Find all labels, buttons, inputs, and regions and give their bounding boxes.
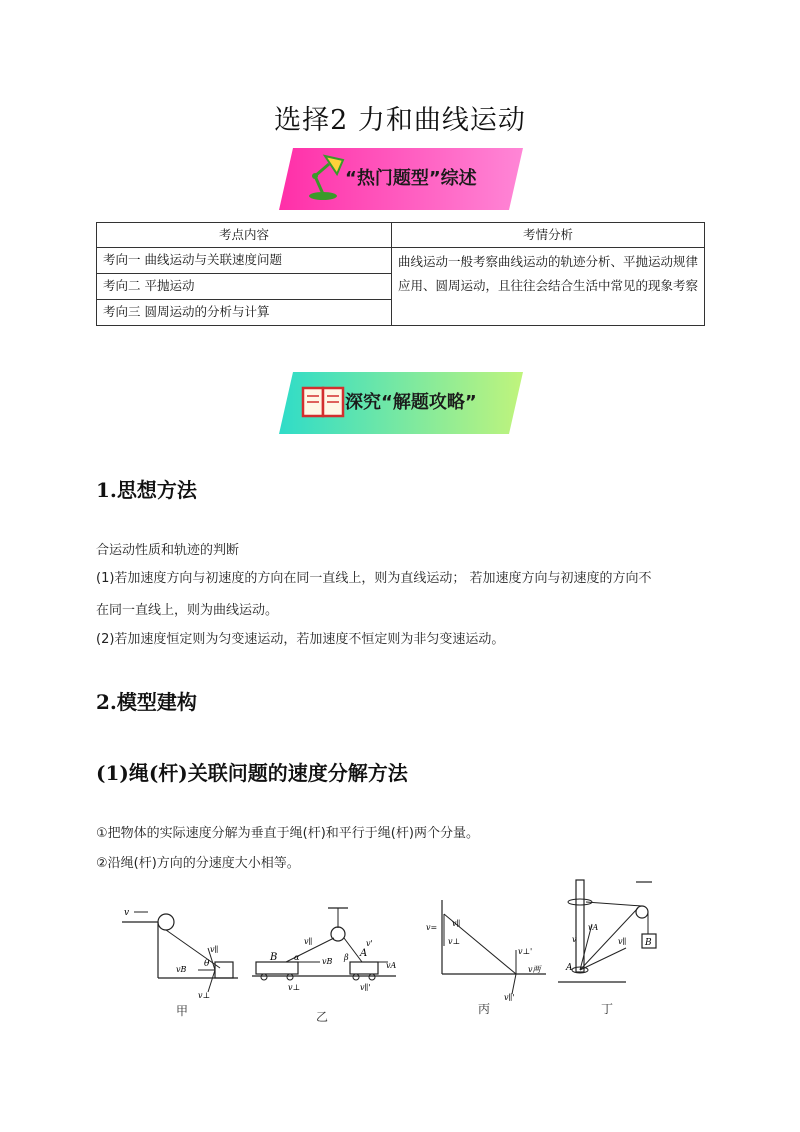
summary-table	[96, 222, 705, 326]
label-jia-v: v	[124, 908, 130, 918]
page-title: 选择2 力和曲线运动	[274, 105, 526, 136]
table-header-analysis: 考情分析	[392, 223, 705, 248]
label-yi-vperp: v⊥	[288, 983, 301, 992]
table-row-3: 考向三 圆周运动的分析与计算	[97, 300, 392, 326]
label-ding-vpar: v∥	[618, 937, 627, 946]
label-bing-vbin: v两	[528, 965, 541, 974]
label-bing-vperpprime: v⊥'	[518, 947, 533, 956]
label-yi-vA: vA	[386, 961, 397, 970]
label-jia-theta: θ	[204, 959, 210, 969]
figure-caption-yi: 乙	[316, 1010, 329, 1024]
figure-caption-jia: 甲	[176, 1004, 189, 1018]
table-header-content: 考点内容	[97, 223, 392, 248]
section1-p2: (2)若加速度恒定则为匀变速运动，若加速度不恒定则为非匀变速运动。	[96, 632, 505, 647]
banner-hot-topics	[279, 148, 523, 210]
label-bing-vperp: v⊥	[448, 937, 461, 946]
label-ding-vA: vA	[588, 923, 599, 932]
figure-jia	[120, 900, 245, 1005]
label-yi-B: B	[270, 952, 278, 963]
figure-caption-ding: 丁	[601, 1002, 614, 1016]
label-yi-A: A	[360, 948, 368, 959]
figure-caption-bing: 丙	[478, 1002, 491, 1016]
banner-hot-topics-label: “热门题型”综述	[345, 168, 477, 189]
label-ding-v: v	[572, 935, 577, 944]
section2-item1: ①把物体的实际速度分解为垂直于绳(杆)和平行于绳(杆)两个分量。	[96, 826, 479, 841]
banner-solving-strategy	[279, 372, 523, 434]
figure-ding	[556, 878, 666, 1000]
section1-p1-line2: 在同一直线上，则为曲线运动。	[96, 603, 279, 618]
label-bing-vm: v=	[426, 923, 438, 932]
label-bing-vpar: v∥	[452, 919, 461, 928]
figure-bing	[420, 896, 550, 1006]
label-jia-vpar: v∥	[210, 945, 219, 954]
table-row-1: 考向一 曲线运动与关联速度问题	[97, 248, 392, 274]
label-bing-vparprime: v∥'	[504, 993, 515, 1002]
label-ding-A: A	[566, 963, 573, 973]
table-analysis-cell: 曲线运动一般考察曲线运动的轨迹分析、平抛运动规律应用、圆周运动，且往往会结合生活中常见的现象考察	[392, 248, 705, 326]
section2-item2: ②沿绳(杆)方向的分速度大小相等。	[96, 856, 300, 871]
label-yi-beta: β	[344, 953, 349, 962]
figure-yi	[248, 906, 400, 1001]
label-ding-B: B	[645, 938, 652, 948]
table-row-2: 考向二 平抛运动	[97, 274, 392, 300]
section1-intro: 合运动性质和轨迹的判断	[96, 543, 240, 558]
label-yi-vB: vB	[322, 957, 333, 966]
label-jia-vperp: v⊥	[198, 991, 211, 1000]
label-yi-vparprime: v∥'	[360, 983, 371, 992]
section-heading-methods: 1.思想方法	[96, 478, 197, 502]
section-heading-models: 2.模型建构	[96, 690, 197, 714]
section1-p1-line1: (1)若加速度方向与初速度的方向在同一直线上，则为直线运动； 若加速度方向与初速度的方向不	[96, 571, 652, 586]
label-yi-vpar: v∥	[304, 937, 313, 946]
sub-heading-rope-rod: (1)绳(杆)关联问题的速度分解方法	[96, 761, 408, 785]
label-jia-vB: vB	[176, 965, 187, 974]
banner-solving-strategy-label: 深究“解题攻略”	[345, 392, 477, 413]
label-yi-vprime: v'	[366, 939, 373, 948]
label-yi-alpha: α	[294, 953, 300, 962]
